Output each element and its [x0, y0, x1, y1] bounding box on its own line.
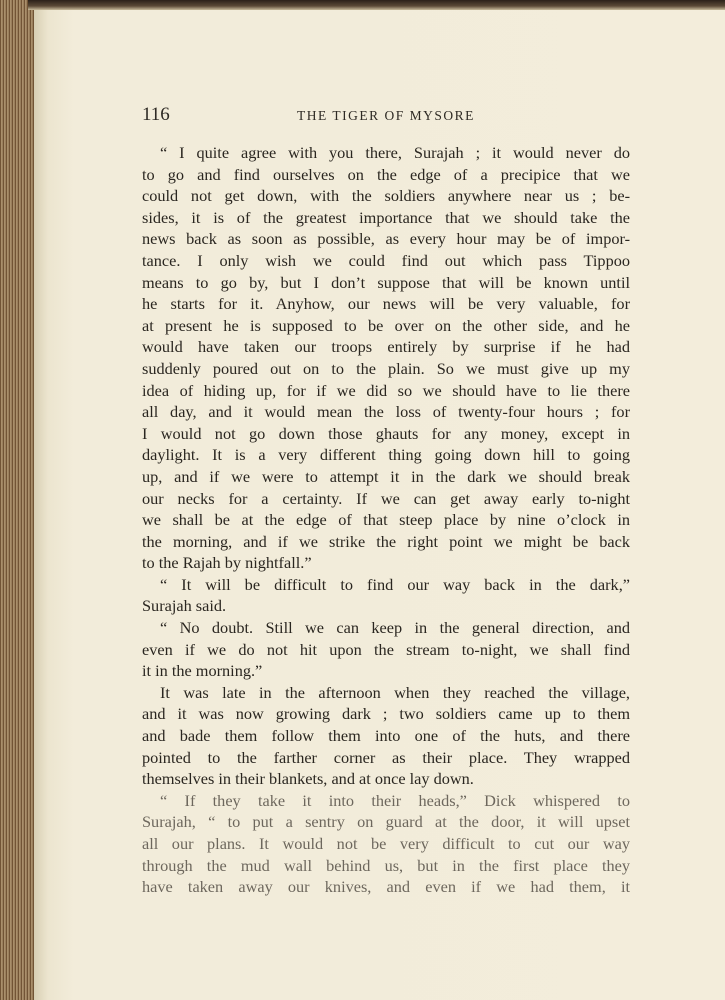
text-line: to go and find ourselves on the edge of a precipice that we — [142, 164, 630, 184]
text-line: sides, it is of the greatest importance that we should take the — [142, 207, 630, 227]
text-line: daylight. It is a very different thing going down hill to going — [142, 445, 630, 465]
text-line: up, and if we were to attempt it in the dark we should break — [142, 466, 630, 486]
text-line: “ No doubt. Still we can keep in the general direction, and — [160, 618, 630, 638]
text-line: would have taken our troops entirely by surprise if he had — [142, 337, 630, 357]
text-line: the morning, and if we strike the right point we might be back — [142, 531, 630, 551]
text-line: we shall be at the edge of that steep place by nine o’clock in — [142, 510, 630, 530]
text-line: could not get down, with the soldiers anywhere near us ; be- — [142, 186, 630, 206]
text-line: he starts for it. Anyhow, our news will be very valuable, for — [142, 294, 630, 314]
text-line: our necks for a certainty. If we can get away early to-night — [142, 488, 630, 508]
text-line: to the Rajah by nightfall.” — [142, 553, 312, 573]
text-line: all day, and it would mean the loss of twenty-four hours ; for — [142, 402, 630, 422]
text-line: suddenly poured out on to the plain. So we must give up my — [142, 358, 630, 378]
text-line: have taken away our knives, and even if we had them, it — [142, 877, 630, 897]
text-line: even if we do not hit upon the stream to-night, we shall find — [142, 639, 630, 659]
text-line: Surajah said. — [142, 596, 227, 616]
text-line: through the mud wall behind us, but in the first place they — [142, 855, 630, 875]
page-number: 116 — [142, 104, 170, 125]
text-line: it in the morning.” — [142, 661, 263, 681]
text-line: I would not go down those ghauts for any money, except in — [142, 423, 630, 443]
text-line: themselves in their blankets, and at once lay down. — [142, 769, 474, 789]
text-line: tance. I only wish we could find out which pass Tippoo — [142, 250, 630, 270]
text-line: means to go by, but I don’t suppose that will be known until — [142, 272, 630, 292]
text-line: “ I quite agree with you there, Surajah ; it would never do — [160, 143, 630, 162]
text-line: and it was now growing dark ; two soldiers came up to them — [142, 704, 630, 724]
text-line: and bade them follow them into one of the huts, and there — [142, 726, 630, 746]
text-line: at present he is supposed to be over on the other side, and he — [142, 315, 630, 335]
page-header — [142, 104, 630, 130]
running-title: THE TIGER OF MYSORE — [297, 108, 475, 123]
text-line: news back as soon as possible, as every hour may be of impor- — [142, 229, 630, 249]
book-top-shadow — [28, 0, 725, 10]
text-line: “ It will be difficult to find our way back in the dark,” — [160, 574, 630, 594]
text-line: idea of hiding up, for if we did so we should have to lie there — [142, 380, 630, 400]
text-line: all our plans. It would not be very difficult to cut our way — [142, 834, 630, 853]
book-page-edges — [0, 0, 34, 1000]
text-line: “ If they take it into their heads,” Dick whispered to — [160, 790, 630, 810]
text-line: pointed to the farther corner as their place. They wrapped — [142, 747, 630, 767]
body-text — [142, 142, 630, 898]
text-line: Surajah, “ to put a sentry on guard at the door, it will upset — [142, 812, 630, 832]
text-line: It was late in the afternoon when they reached the village, — [160, 682, 630, 702]
